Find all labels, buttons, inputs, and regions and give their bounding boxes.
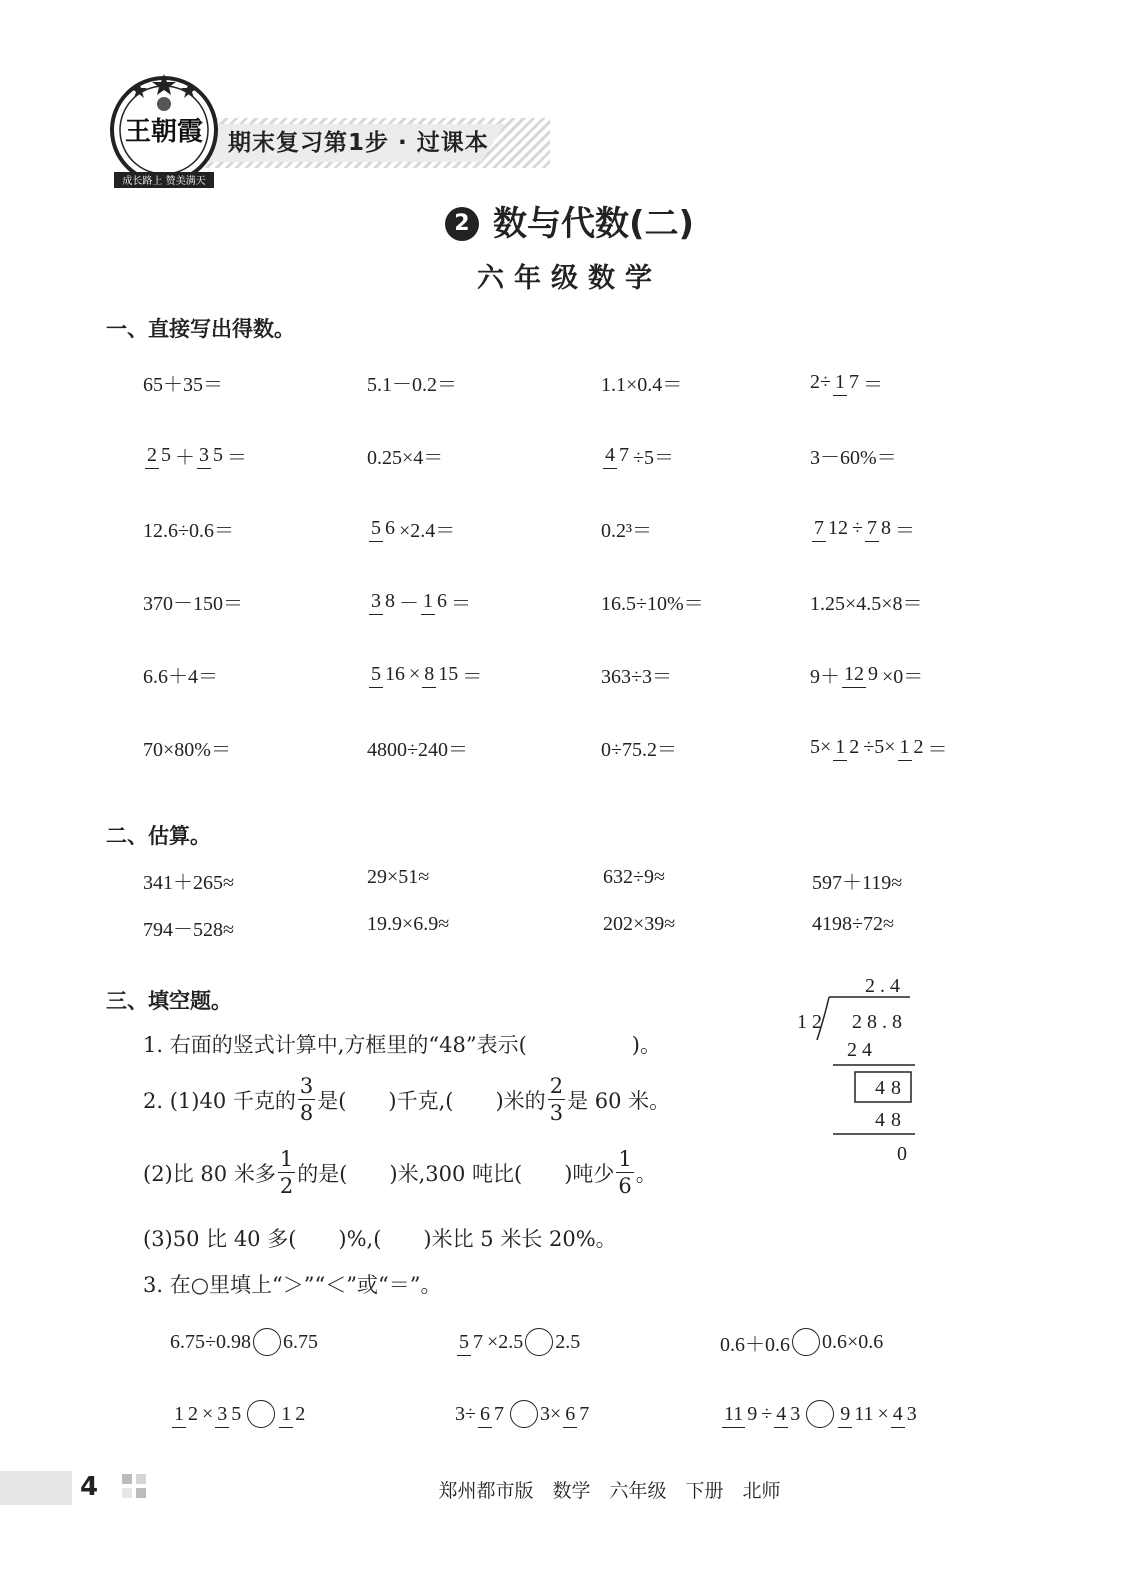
fraction: $\frac{1}{2}$ bbox=[279, 1147, 294, 1198]
expr-text: ＝ bbox=[862, 373, 883, 396]
footer-text: 郑州都市版 数学 六年级 下册 北师 bbox=[438, 1480, 781, 1502]
expr-text: ÷ bbox=[852, 516, 863, 539]
fraction: 4 3 bbox=[891, 1401, 919, 1428]
comparison-item bbox=[455, 1312, 580, 1372]
mental-math-item bbox=[143, 644, 218, 704]
brand-badge-logo bbox=[104, 68, 224, 198]
svg-text:王朝霞: 王朝霞 bbox=[124, 117, 204, 147]
expr-text: 0.25×4＝ bbox=[367, 446, 444, 469]
expr-text: 5× bbox=[810, 735, 832, 758]
q2b-text-3: 。 bbox=[635, 1161, 657, 1186]
fraction: 4 7 bbox=[603, 442, 631, 469]
fraction: 7 12 bbox=[812, 515, 850, 542]
estimation-item: 341＋265≈ bbox=[143, 872, 234, 894]
expr-text: × bbox=[409, 662, 421, 685]
answer-circle[interactable] bbox=[510, 1400, 538, 1428]
mental-math-item bbox=[810, 425, 897, 485]
page-title bbox=[0, 196, 1139, 245]
question-2c: (3)50 比 40 多( )%,( )米比 5 米长 20%。 bbox=[143, 1227, 617, 1251]
expr-text: ÷5× bbox=[863, 735, 896, 758]
fraction: 11 9 bbox=[722, 1401, 759, 1428]
comparison-item bbox=[720, 1312, 883, 1372]
page-subtitle: 六年级数学 bbox=[477, 263, 662, 294]
expr-text: 65＋35＝ bbox=[143, 373, 223, 396]
answer-circle[interactable] bbox=[525, 1328, 553, 1356]
title-text: 数与代数(二) bbox=[492, 204, 695, 244]
fraction: 1 2 bbox=[279, 1401, 307, 1428]
mental-math-item bbox=[601, 352, 682, 412]
expr-text: 2.5 bbox=[555, 1330, 581, 1353]
estimation-item: 597＋119≈ bbox=[812, 872, 903, 894]
expr-text: ＝ bbox=[227, 446, 247, 469]
mental-math-item bbox=[601, 498, 652, 558]
expr-text: 5.1－0.2＝ bbox=[367, 373, 457, 396]
question-2a bbox=[143, 1073, 670, 1126]
fraction: 3 5 bbox=[197, 442, 225, 469]
expr-text: 9＋ bbox=[810, 665, 840, 688]
quotient: 2.4 bbox=[865, 975, 905, 997]
q2a-text-1: 2. (1)40 千克的 bbox=[143, 1088, 296, 1113]
fraction: 5 7 bbox=[457, 1329, 485, 1356]
q2b-text-1: (2)比 80 米多 bbox=[143, 1161, 276, 1186]
fraction: 4 3 bbox=[774, 1401, 802, 1428]
fraction: 5 16 bbox=[369, 661, 407, 688]
fraction: 6 7 bbox=[478, 1401, 506, 1428]
mental-math-item bbox=[143, 571, 243, 631]
expr-text: 6.6＋4＝ bbox=[143, 665, 218, 688]
expr-text: 2÷ bbox=[810, 370, 831, 393]
mental-math-item bbox=[367, 717, 468, 777]
fraction: 1 7 bbox=[833, 369, 861, 396]
step-2: 48 bbox=[875, 1109, 907, 1131]
expr-text: 0÷75.2＝ bbox=[601, 738, 677, 761]
fraction: 12 9 bbox=[842, 661, 880, 688]
question-2b bbox=[143, 1146, 657, 1199]
comparison-item bbox=[720, 1384, 921, 1444]
mental-math-item bbox=[143, 717, 231, 777]
estimation-item: 632÷9≈ bbox=[603, 866, 665, 888]
expr-text: ＝ bbox=[927, 738, 948, 761]
answer-circle[interactable] bbox=[247, 1400, 275, 1428]
expr-text: ×2.5 bbox=[487, 1330, 524, 1353]
long-division bbox=[785, 970, 925, 1170]
expr-text: 4800÷240＝ bbox=[367, 738, 468, 761]
mental-math-item bbox=[367, 644, 482, 704]
question-1: 1. 右面的竖式计算中,方框里的“48”表示( )。 bbox=[143, 1033, 661, 1057]
q2a-text-3: 是 60 米。 bbox=[567, 1088, 671, 1113]
expr-text: 1.25×4.5×8＝ bbox=[810, 592, 923, 615]
expr-text: ×0＝ bbox=[882, 665, 924, 688]
expr-text: 70×80%＝ bbox=[143, 738, 231, 761]
mental-math-item bbox=[367, 425, 443, 485]
expr-text: ×2.4＝ bbox=[399, 519, 456, 542]
mental-math-item bbox=[810, 571, 923, 631]
fraction: 3 8 bbox=[369, 588, 397, 615]
expr-text: ＋ bbox=[175, 446, 195, 469]
expr-text: 370－150＝ bbox=[143, 592, 243, 615]
expr-text: 3－60%＝ bbox=[810, 446, 897, 469]
expr-text: ＝ bbox=[462, 665, 483, 688]
mental-math-item bbox=[601, 571, 704, 631]
expr-text: 3× bbox=[539, 1402, 562, 1425]
mental-math-item bbox=[143, 425, 247, 485]
fraction: 5 6 bbox=[369, 515, 397, 542]
expr-text: － bbox=[399, 592, 419, 615]
mental-math-item bbox=[143, 498, 234, 558]
comparison-item bbox=[455, 1384, 593, 1444]
q2b-text-2: 的是( )米,300 吨比( )吨少 bbox=[297, 1161, 615, 1186]
fraction: 8 15 bbox=[422, 661, 460, 688]
mental-math-item bbox=[601, 644, 672, 704]
fraction: 9 11 bbox=[838, 1401, 875, 1428]
expr-text: × bbox=[877, 1402, 889, 1425]
section2-heading: 二、估算。 bbox=[106, 824, 211, 848]
mental-math-item bbox=[601, 425, 674, 485]
step-1: 24 bbox=[847, 1039, 877, 1061]
expr-text: 6.75÷0.98 bbox=[170, 1330, 251, 1353]
q2a-text-2: 是( )千克,( )米的 bbox=[317, 1088, 546, 1113]
page-number: 4 bbox=[80, 1472, 99, 1502]
estimation-item: 4198÷72≈ bbox=[812, 913, 894, 935]
expr-text: ＝ bbox=[451, 592, 471, 615]
expr-text: ÷5＝ bbox=[633, 446, 674, 469]
mental-math-item bbox=[810, 644, 923, 704]
mental-math-item bbox=[367, 352, 457, 412]
dividend: 28.8 bbox=[852, 1011, 907, 1033]
fraction: 1 6 bbox=[421, 588, 449, 615]
question-3: 3. 在○里填上“＞”“＜”或“＝”。 bbox=[143, 1273, 442, 1297]
divisor: 12 bbox=[797, 1011, 827, 1033]
expr-text: 3÷ bbox=[455, 1402, 476, 1425]
section1-heading: 一、直接写出得数。 bbox=[106, 317, 295, 341]
fraction: 2 5 bbox=[145, 442, 173, 469]
comparison-item bbox=[170, 1312, 318, 1372]
mental-math-item bbox=[810, 717, 948, 777]
estimation-item: 794－528≈ bbox=[143, 919, 234, 941]
expr-text: ＝ bbox=[894, 519, 915, 542]
mental-math-item bbox=[367, 571, 471, 631]
fraction: 3 5 bbox=[215, 1401, 243, 1428]
answer-circle[interactable] bbox=[253, 1328, 281, 1356]
remainder: 0 bbox=[897, 1143, 907, 1165]
mental-math-item bbox=[601, 717, 677, 777]
estimation-item: 19.9×6.9≈ bbox=[367, 913, 450, 935]
expr-text: × bbox=[202, 1402, 214, 1425]
fraction: $\frac{1}{6}$ bbox=[618, 1147, 632, 1198]
fraction: 1 2 bbox=[833, 734, 861, 761]
answer-circle[interactable] bbox=[792, 1328, 820, 1356]
fraction: 1 2 bbox=[172, 1401, 200, 1428]
estimation-item: 29×51≈ bbox=[367, 866, 430, 888]
fraction: 7 8 bbox=[865, 515, 893, 542]
fraction: 6 7 bbox=[563, 1401, 591, 1428]
expr-text: 6.75 bbox=[282, 1330, 318, 1353]
boxed-value: 48 bbox=[875, 1077, 907, 1099]
expr-text: 12.6÷0.6＝ bbox=[143, 519, 234, 542]
comparison-item bbox=[170, 1384, 309, 1444]
mental-math-item bbox=[367, 498, 455, 558]
fraction: $\frac{2}{3}$ bbox=[549, 1074, 564, 1125]
expr-text: 363÷3＝ bbox=[601, 665, 672, 688]
expr-text: 0.2³＝ bbox=[601, 519, 652, 542]
estimation-item: 202×39≈ bbox=[603, 913, 676, 935]
mental-math-item bbox=[810, 498, 915, 558]
expr-text: ÷ bbox=[761, 1402, 773, 1425]
expr-text: 0.6×0.6 bbox=[822, 1330, 884, 1353]
fraction: $\frac{3}{8}$ bbox=[299, 1074, 314, 1125]
fraction: 1 2 bbox=[898, 734, 926, 761]
expr-text: 16.5÷10%＝ bbox=[601, 592, 704, 615]
svg-text:成长路上 赞美满天: 成长路上 赞美满天 bbox=[122, 176, 206, 187]
section3-heading: 三、填空题。 bbox=[106, 989, 232, 1013]
mental-math-item bbox=[810, 352, 883, 412]
expr-text: 1.1×0.4＝ bbox=[601, 373, 683, 396]
section-number-badge: 2 bbox=[445, 207, 479, 241]
answer-circle[interactable] bbox=[806, 1400, 834, 1428]
mental-math-item bbox=[143, 352, 223, 412]
banner-text: 期末复习第1步 · 过课本 bbox=[228, 130, 489, 156]
expr-text: 0.6＋0.6 bbox=[720, 1333, 790, 1356]
